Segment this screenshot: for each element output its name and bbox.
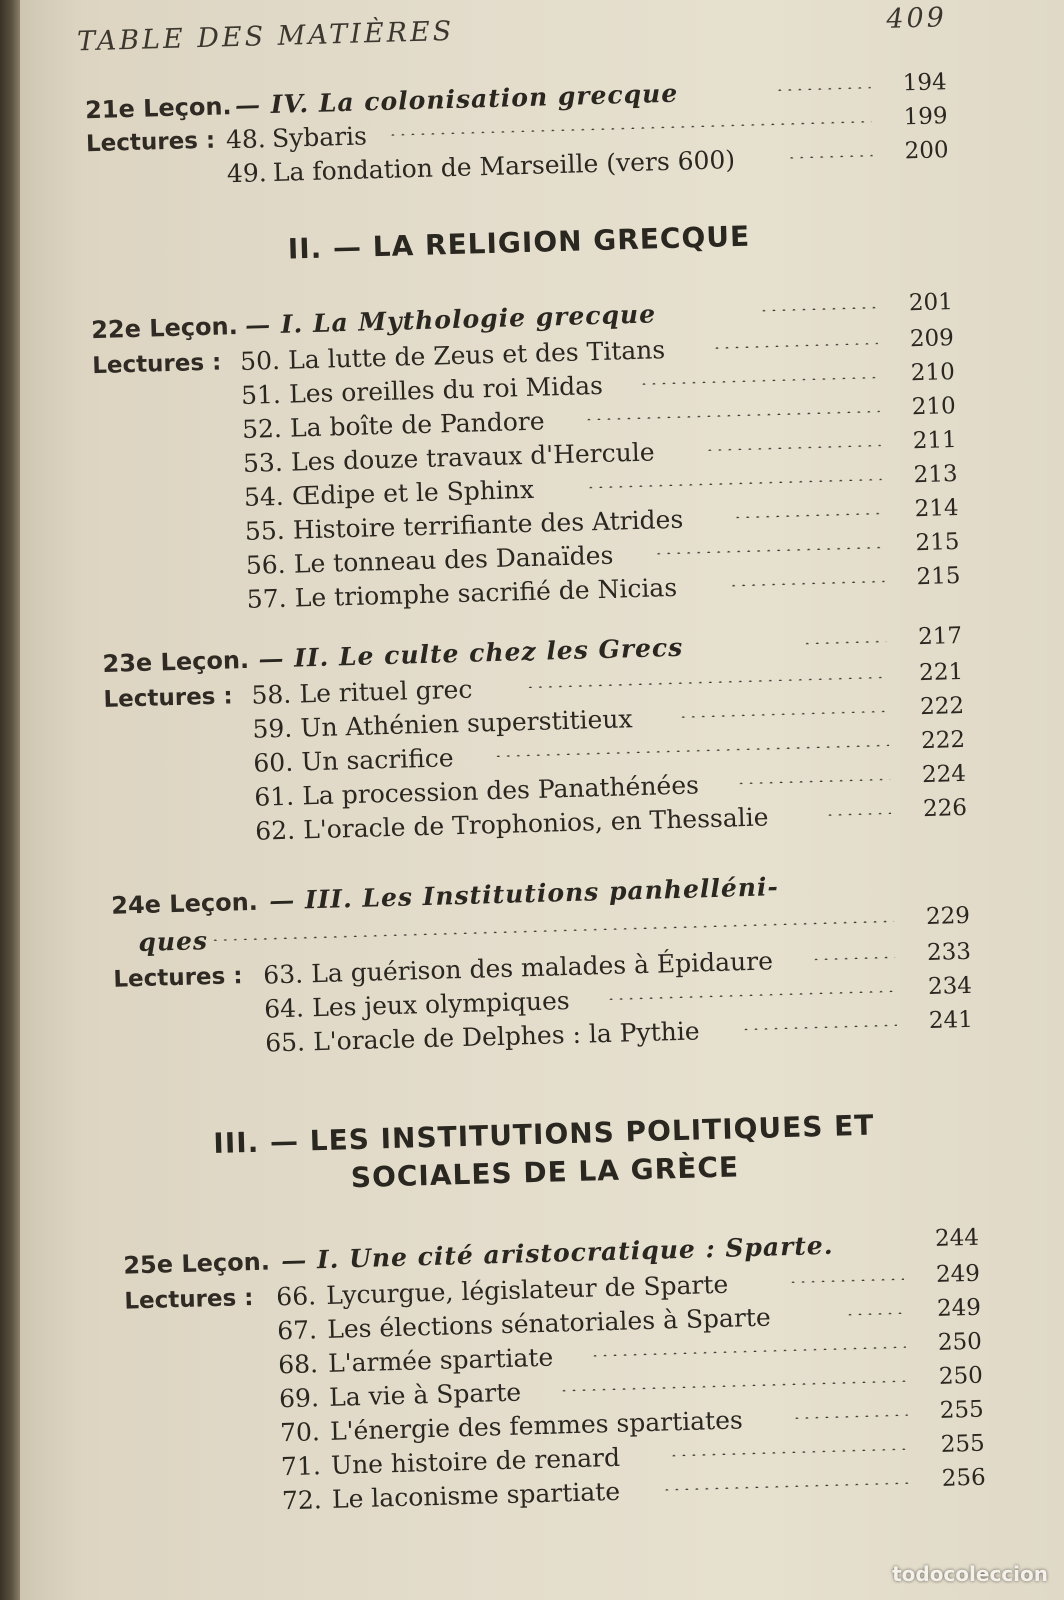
- reading-page: 199: [903, 103, 948, 131]
- lesson-title: — II. Le culte chez les Grecs: [258, 632, 684, 674]
- dot-leader: [662, 1482, 910, 1491]
- dot-leader: [606, 990, 896, 1000]
- lectures-label: Lectures :: [85, 127, 216, 158]
- dot-leader: [210, 920, 894, 941]
- watermark: todocoleccion: [892, 1562, 1048, 1586]
- reading-number: 61.: [253, 781, 295, 812]
- reading-number: 62.: [254, 815, 296, 846]
- reading-number: 55.: [244, 515, 286, 546]
- reading-title: Histoire terrifiante des Atrides: [292, 504, 684, 545]
- dot-leader: [792, 1414, 908, 1419]
- reading-title: Les jeux olympiques: [311, 986, 571, 1023]
- dot-leader: [493, 744, 889, 757]
- dot-leader: [639, 376, 879, 385]
- reading-title: Lycurgue, législateur de Sparte: [325, 1269, 729, 1310]
- dot-leader: [741, 1024, 897, 1030]
- lectures-label: Lectures :: [113, 963, 243, 993]
- book-page: [20, 0, 1064, 1600]
- reading-title: Les oreilles du roi Midas: [288, 370, 604, 409]
- dot-leader: [388, 120, 872, 136]
- reading-number: 51.: [240, 379, 282, 410]
- dot-leader: [736, 778, 890, 784]
- reading-page: 226: [922, 794, 968, 823]
- reading-title: La vie à Sparte: [328, 1377, 522, 1412]
- dot-leader: [590, 1346, 906, 1357]
- reading-page: 221: [918, 658, 964, 687]
- reading-page: 249: [936, 1294, 982, 1322]
- reading-number: 71.: [280, 1451, 322, 1482]
- lectures-label: Lectures :: [124, 1284, 254, 1315]
- reading-title: L'énergie des femmes spartiates: [329, 1405, 744, 1446]
- lesson-title: — I. La Mythologie grecque: [244, 299, 657, 340]
- reading-page: 211: [912, 427, 958, 455]
- dot-leader: [705, 444, 881, 451]
- reading-title: La lutte de Zeus et des Titans: [287, 335, 666, 375]
- lesson-title: — I. Une cité aristocratique : Sparte.: [280, 1230, 834, 1276]
- reading-number: 49.: [226, 158, 268, 189]
- reading-number: 53.: [242, 447, 284, 478]
- reading-page: 215: [916, 562, 961, 591]
- reading-page: 209: [909, 325, 955, 353]
- dot-leader: [669, 1448, 909, 1457]
- dot-leader: [825, 812, 891, 816]
- dot-leader: [811, 956, 895, 960]
- section-title-continued: SOCIALES DE LA GRÈCE: [350, 1150, 740, 1195]
- reading-number: 67.: [276, 1315, 318, 1346]
- lesson-prefix: 22e Leçon.: [90, 312, 239, 345]
- reading-title: Une histoire de renard: [330, 1442, 621, 1480]
- reading-number: 68.: [277, 1349, 319, 1380]
- reading-title: Le triomphe sacrifié de Nicias: [294, 572, 678, 613]
- lesson-page: 201: [908, 289, 954, 317]
- lectures-label: Lectures :: [103, 683, 233, 713]
- reading-title: Sybaris: [271, 121, 368, 154]
- lesson-prefix: 21e Leçon.: [84, 92, 232, 125]
- reading-page: 255: [939, 1396, 985, 1424]
- reading-number: 66.: [275, 1281, 317, 1312]
- lesson-title: — III. Les Institutions panhelléni-: [268, 872, 780, 916]
- reading-title: Œdipe et le Sphinx: [291, 474, 535, 511]
- reading-title: Les douze travaux d'Hercule: [290, 437, 655, 477]
- reading-page: 224: [921, 760, 967, 789]
- lesson-page: 194: [902, 69, 948, 97]
- lesson-prefix: 23e Leçon.: [102, 645, 250, 678]
- reading-page: 210: [910, 359, 956, 387]
- dot-leader: [787, 154, 873, 158]
- reading-number: 54.: [243, 481, 285, 512]
- reading-number: 59.: [252, 713, 293, 744]
- page-number: 409: [885, 2, 948, 35]
- lesson-page: 229: [925, 902, 971, 931]
- lesson-prefix: 24e Leçon.: [110, 887, 259, 920]
- lesson-page: 217: [917, 622, 963, 651]
- reading-title: Le laconisme spartiate: [331, 1476, 621, 1514]
- lesson-title-continued: ques: [137, 926, 209, 958]
- dot-leader: [802, 640, 886, 644]
- reading-page: 214: [914, 494, 959, 523]
- lesson-prefix: 25e Leçon.: [122, 1247, 271, 1280]
- reading-page: 241: [928, 1006, 974, 1035]
- table-of-contents: [20, 0, 1064, 1600]
- reading-number: 65.: [264, 1027, 306, 1058]
- dot-leader: [712, 342, 878, 349]
- dot-leader: [733, 512, 883, 518]
- lectures-label: Lectures :: [91, 349, 222, 380]
- reading-number: 58.: [251, 679, 292, 710]
- reading-title: Le tonneau des Danaïdes: [293, 540, 614, 579]
- book-spine: [0, 0, 20, 1600]
- reading-title: L'armée spartiate: [327, 1342, 554, 1378]
- dot-leader: [525, 676, 887, 688]
- reading-page: 250: [937, 1328, 983, 1356]
- reading-number: 64.: [263, 993, 305, 1024]
- reading-number: 72.: [281, 1485, 323, 1516]
- reading-number: 50.: [239, 345, 281, 376]
- reading-title: La guérison des malades à Épidaure: [310, 946, 774, 989]
- reading-page: 233: [926, 938, 972, 967]
- dot-leader: [845, 1312, 905, 1316]
- dot-leader: [729, 580, 885, 586]
- dot-leader: [584, 410, 880, 420]
- reading-number: 48.: [225, 124, 267, 155]
- lesson-title: — IV. La colonisation grecque: [234, 78, 679, 121]
- reading-title: Le rituel grec: [299, 674, 473, 709]
- reading-number: 63.: [262, 959, 304, 990]
- reading-page: 215: [915, 528, 960, 557]
- reading-page: 222: [919, 692, 965, 721]
- reading-number: 70.: [279, 1417, 321, 1448]
- reading-number: 52.: [241, 413, 283, 444]
- running-head-title: TABLE DES MATIÈRES: [76, 15, 455, 58]
- lesson-page: 244: [934, 1224, 980, 1252]
- reading-title: Les élections sénatoriales à Sparte: [326, 1302, 772, 1344]
- dot-leader: [788, 1278, 904, 1283]
- reading-title: Un sacrifice: [300, 743, 455, 777]
- reading-page: 200: [904, 137, 949, 165]
- reading-title: La procession des Panathénées: [301, 770, 700, 811]
- reading-page: 250: [938, 1362, 984, 1390]
- reading-page: 234: [927, 972, 973, 1001]
- reading-page: 213: [913, 461, 958, 489]
- reading-number: 69.: [278, 1383, 320, 1414]
- dot-leader: [654, 546, 884, 554]
- dot-leader: [759, 306, 877, 311]
- reading-page: 255: [940, 1430, 986, 1458]
- section-title: III. — LES INSTITUTIONS POLITIQUES ET: [212, 1108, 875, 1161]
- reading-page: 222: [920, 726, 966, 755]
- reading-number: 56.: [245, 549, 287, 580]
- dot-leader: [559, 1380, 907, 1392]
- reading-title: L'oracle de Trophonios, en Thessalie: [302, 802, 769, 845]
- reading-title: La boîte de Pandore: [289, 406, 545, 443]
- reading-number: 57.: [246, 583, 287, 614]
- reading-title: La fondation de Marseille (vers 600): [272, 145, 736, 187]
- reading-title: L'oracle de Delphes : la Pythie: [312, 1016, 700, 1057]
- section-title: II. — LA RELIGION GRECQUE: [287, 219, 751, 266]
- reading-page: 210: [911, 393, 957, 421]
- reading-page: 256: [941, 1464, 986, 1492]
- dot-leader: [775, 86, 871, 91]
- running-head: [77, 2, 948, 66]
- dot-leader: [678, 710, 888, 718]
- reading-page: 249: [935, 1260, 981, 1288]
- reading-title: Un Athénien superstitieux: [300, 704, 633, 743]
- reading-number: 60.: [252, 747, 294, 778]
- dot-leader: [586, 478, 882, 488]
